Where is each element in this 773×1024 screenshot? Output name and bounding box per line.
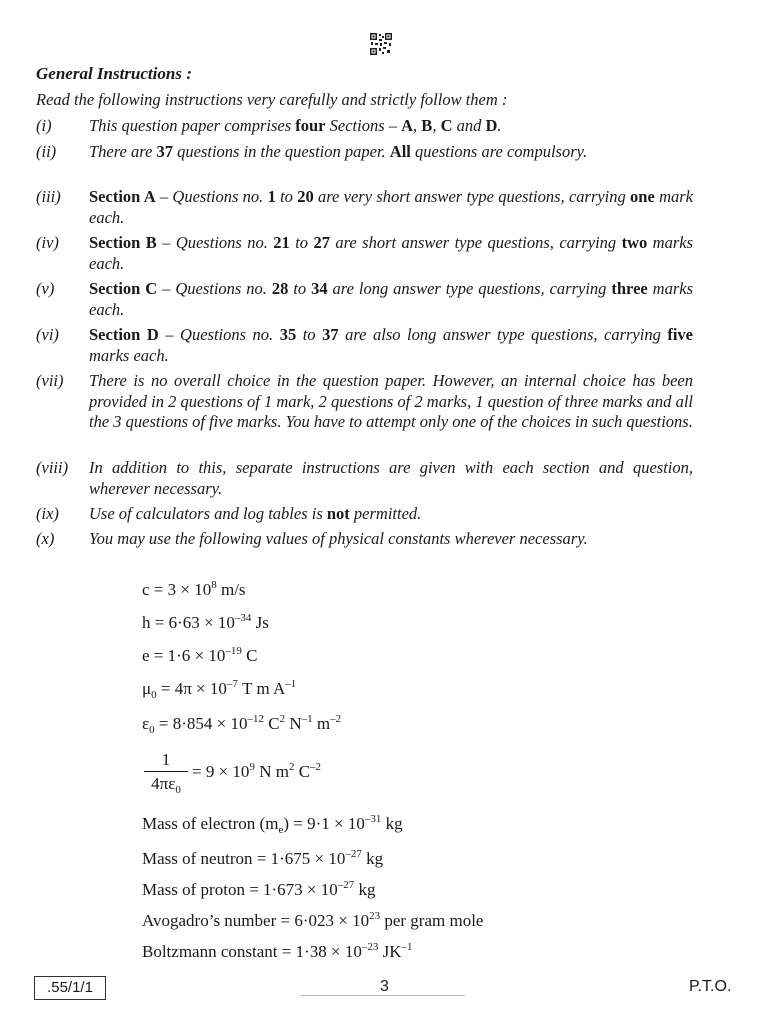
emphasis-text: A	[401, 116, 414, 135]
emphasis-text: All	[389, 142, 411, 161]
instruction-item	[36, 504, 693, 525]
constant-electron-mass: Mass of electron $(m_e) = 9\cdot 1 \times 10^{-31}$ kg	[142, 813, 403, 836]
constant-proton-mass: Mass of proton = $1\cdot 673 \times 10^{-27}$ kg	[142, 879, 376, 899]
instruction-text: There is no overall choice in the question paper. However, an internal choice has been provided in 2 questions of 1 mark, 2 questions of 2 marks, 1 question of three marks and all the 3 questions of five marks. You have to attempt only one of the choices in such questions.	[89, 371, 693, 432]
constant-boltzmann: Boltzmann constant = $1\cdot 38 \times 10^{-23}$ $JK^{-1}$	[142, 941, 413, 961]
instruction-text: Section A – Questions no. 1 to 20 are very short answer type questions, carrying one mark each.	[89, 187, 693, 227]
emphasis-text: two	[621, 233, 648, 252]
instruction-item	[36, 116, 693, 137]
emphasis-text: 37	[322, 325, 339, 344]
general-instructions-heading: General Instructions :	[36, 64, 192, 83]
instruction-item	[36, 279, 693, 320]
emphasis-text: not	[326, 504, 350, 523]
constant-speed-of-light: $c = 3 \times 10^8$ m/s	[142, 579, 246, 599]
constant-planck: $h = 6\cdot 63 \times 10^{-34}$ Js	[142, 612, 269, 632]
emphasis-text: five	[667, 325, 693, 344]
instruction-number: (vii)	[36, 371, 64, 390]
instruction-item	[36, 325, 693, 366]
emphasis-text: D	[485, 116, 498, 135]
instruction-number: (viii)	[36, 458, 69, 477]
emphasis-text: one	[630, 187, 655, 206]
constant-permeability: $\mu_0 = 4\pi \times 10^{-7}$ T m $A^{-1}$	[142, 678, 297, 701]
page-number-rule	[300, 995, 465, 996]
instruction-number: (vi)	[36, 325, 59, 344]
emphasis-text: 34	[311, 279, 328, 298]
emphasis-text: Section D	[89, 325, 159, 344]
emphasis-text: 1	[267, 187, 276, 206]
instruction-item	[36, 458, 693, 499]
instruction-text: There are 37 questions in the question paper. All questions are compulsory.	[89, 142, 588, 161]
constant-permittivity: $\varepsilon_0 = 8\cdot 854 \times 10^{-12}$ $C^2$ $N^{-1}$ $m^{-2}$	[142, 713, 342, 736]
instruction-item	[36, 142, 693, 163]
emphasis-text: three	[611, 279, 648, 298]
constant-avogadro: Avogadro’s number = $6\cdot 023 \times 10^{23}$ per gram mole	[142, 910, 484, 930]
instruction-item	[36, 371, 693, 433]
instruction-text: Section C – Questions no. 28 to 34 are long answer type questions, carrying three marks each.	[89, 279, 694, 319]
emphasis-text: 37	[156, 142, 174, 161]
emphasis-text: Section B	[89, 233, 157, 252]
emphasis-text: Section A	[89, 187, 156, 206]
emphasis-text: 27	[313, 233, 330, 252]
instruction-text: Section B – Questions no. 21 to 27 are short answer type questions, carrying two marks each.	[89, 233, 693, 273]
instruction-number: (v)	[36, 279, 55, 298]
instruction-text: In addition to this, separate instructions are given with each section and question, wherever necessary.	[89, 458, 693, 498]
instruction-text: You may use the following values of physical constants wherever necessary.	[89, 529, 588, 548]
page-footer	[0, 970, 773, 1010]
emphasis-text: four	[295, 116, 326, 135]
instruction-number: (ii)	[36, 142, 57, 161]
emphasis-text: B	[421, 116, 433, 135]
constant-neutron-mass: Mass of neutron = $1\cdot 675 \times 10^{-27}$ kg	[142, 848, 384, 868]
emphasis-text: 35	[279, 325, 297, 344]
instructions-intro: Read the following instructions very carefully and strictly follow them :	[36, 90, 508, 109]
coulomb-constant-fraction: 1 $4\pi\varepsilon_0$	[142, 750, 190, 794]
instruction-number: (iv)	[36, 233, 59, 252]
constant-coulomb-value: = $9 \times 10^9$ N $m^2$ $C^{-2}$	[192, 761, 322, 781]
emphasis-text: C	[440, 116, 453, 135]
paper-code: .55/1/1	[34, 976, 106, 1000]
instruction-number: (i)	[36, 116, 52, 135]
instruction-item	[36, 233, 693, 274]
emphasis-text: 20	[297, 187, 314, 206]
instruction-number: (x)	[36, 529, 55, 548]
instruction-number: (ix)	[36, 504, 59, 523]
pto-label: P.T.O.	[689, 978, 732, 995]
instruction-number: (iii)	[36, 187, 61, 206]
page-number: 3	[380, 978, 389, 995]
instruction-text: This question paper comprises four Sections – A, B, C and D.	[89, 116, 502, 135]
emphasis-text: 21	[273, 233, 290, 252]
instruction-text: Section D – Questions no. 35 to 37 are also long answer type questions, carrying five marks each.	[89, 325, 693, 365]
qr-code-icon	[370, 33, 392, 55]
emphasis-text: Section C	[89, 279, 158, 298]
instruction-item	[36, 187, 693, 228]
instruction-text: Use of calculators and log tables is not permitted.	[89, 504, 422, 523]
instruction-item	[36, 529, 693, 550]
emphasis-text: 28	[271, 279, 289, 298]
constant-electron-charge: $e = 1\cdot 6 \times 10^{-19}$ C	[142, 645, 258, 665]
